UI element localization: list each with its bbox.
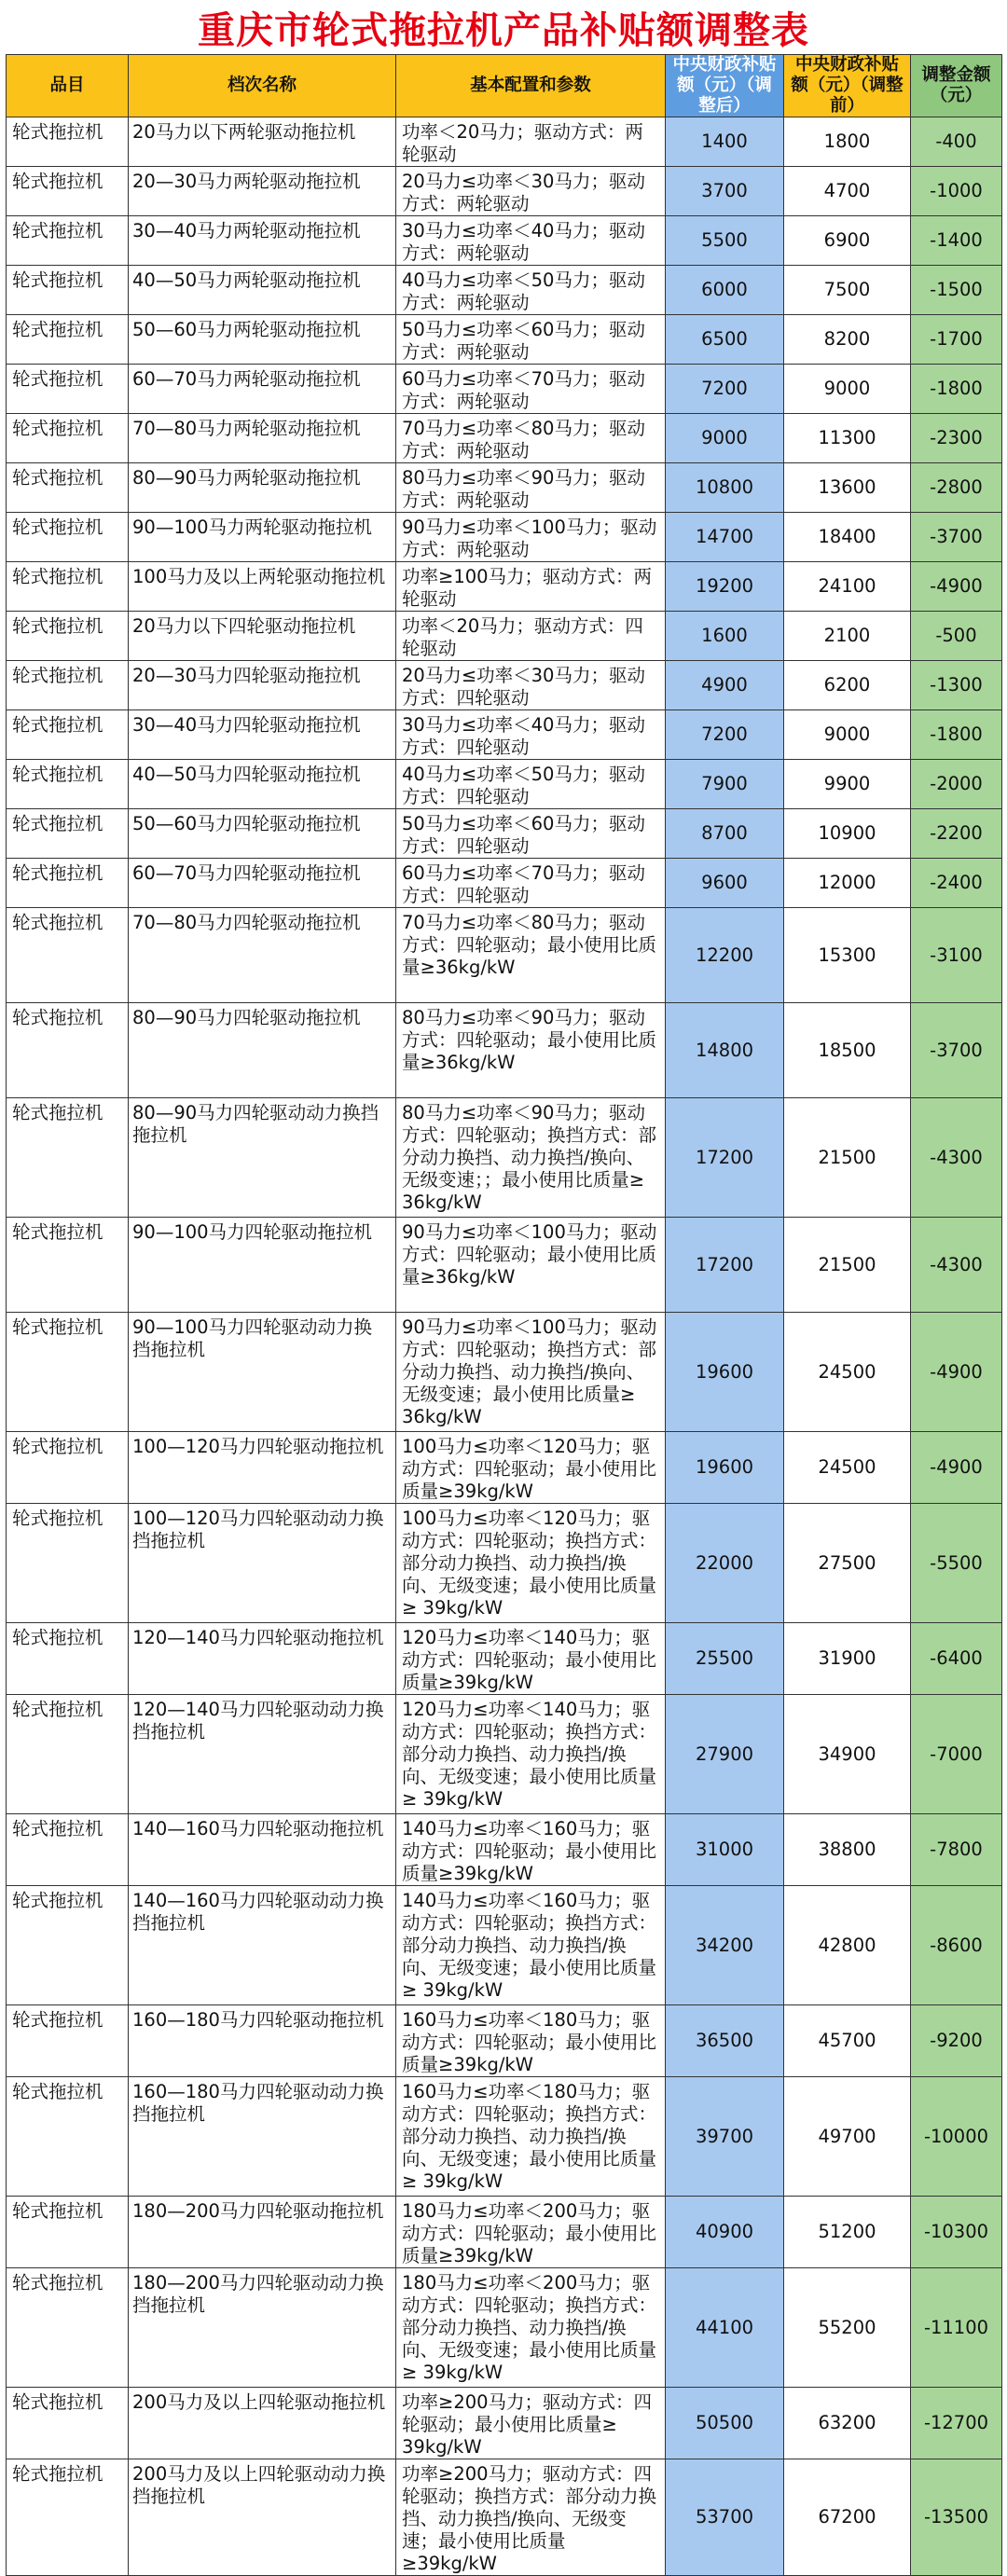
cell-category: 轮式拖拉机: [7, 809, 129, 859]
cell-category: 轮式拖拉机: [7, 612, 129, 661]
table-row: [7, 216, 1002, 266]
cell-params: 140马力≤功率＜160马力；驱动方式：四轮驱动；换挡方式：部分动力换挡、动力换挡/换向、无级变速；最小使用比质量≥ 39kg/kW: [396, 1886, 666, 2005]
cell-category: 轮式拖拉机: [7, 1814, 129, 1886]
cell-after: 12200: [666, 908, 784, 1003]
table-row: [7, 2005, 1002, 2077]
cell-params: 160马力≤功率＜180马力；驱动方式：四轮驱动；换挡方式：部分动力换挡、动力换挡/换向、无级变速；最小使用比质量≥ 39kg/kW: [396, 2077, 666, 2197]
cell-before: 55200: [784, 2268, 911, 2388]
cell-before: 9000: [784, 365, 911, 414]
cell-before: 51200: [784, 2197, 911, 2268]
cell-diff: -12700: [911, 2388, 1002, 2459]
cell-after: 5500: [666, 216, 784, 266]
cell-tier: 80—90马力四轮驱动拖拉机: [129, 1003, 396, 1098]
cell-before: 38800: [784, 1814, 911, 1886]
header-diff: 调整金额（元）: [911, 55, 1002, 117]
cell-tier: 100—120马力四轮驱动动力换挡拖拉机: [129, 1504, 396, 1623]
cell-after: 31000: [666, 1814, 784, 1886]
cell-params: 160马力≤功率＜180马力；驱动方式：四轮驱动；最小使用比质量≥39kg/kW: [396, 2005, 666, 2077]
cell-params: 90马力≤功率＜100马力；驱动方式：两轮驱动: [396, 513, 666, 562]
table-row: [7, 2388, 1002, 2459]
cell-category: 轮式拖拉机: [7, 513, 129, 562]
cell-diff: -2200: [911, 809, 1002, 859]
cell-category: 轮式拖拉机: [7, 117, 129, 167]
cell-params: 60马力≤功率＜70马力；驱动方式：两轮驱动: [396, 365, 666, 414]
table-row: [7, 463, 1002, 513]
cell-after: 17200: [666, 1098, 784, 1218]
cell-tier: 80—90马力两轮驱动拖拉机: [129, 463, 396, 513]
cell-before: 24500: [784, 1313, 911, 1432]
cell-category: 轮式拖拉机: [7, 463, 129, 513]
cell-params: 90马力≤功率＜100马力；驱动方式：四轮驱动；换挡方式：部分动力换挡、动力换挡/换向、无级变速；最小使用比质量≥ 36kg/kW: [396, 1313, 666, 1432]
table-row: [7, 2197, 1002, 2268]
table-row: [7, 167, 1002, 216]
cell-diff: -10300: [911, 2197, 1002, 2268]
cell-before: 9000: [784, 710, 911, 760]
cell-diff: -3700: [911, 513, 1002, 562]
cell-after: 9000: [666, 414, 784, 463]
table-row: [7, 315, 1002, 365]
cell-tier: 180—200马力四轮驱动拖拉机: [129, 2197, 396, 2268]
cell-before: 24500: [784, 1432, 911, 1504]
cell-tier: 60—70马力四轮驱动拖拉机: [129, 859, 396, 908]
cell-tier: 50—60马力四轮驱动拖拉机: [129, 809, 396, 859]
cell-after: 10800: [666, 463, 784, 513]
cell-after: 14700: [666, 513, 784, 562]
table-row: [7, 2077, 1002, 2197]
cell-after: 6500: [666, 315, 784, 365]
table-row: [7, 2459, 1002, 2576]
cell-params: 100马力≤功率＜120马力；驱动方式：四轮驱动；换挡方式：部分动力换挡、动力换挡/换向、无级变速；最小使用比质量≥ 39kg/kW: [396, 1504, 666, 1623]
cell-after: 36500: [666, 2005, 784, 2077]
cell-after: 22000: [666, 1504, 784, 1623]
cell-category: 轮式拖拉机: [7, 1003, 129, 1098]
table-row: [7, 859, 1002, 908]
cell-tier: 30—40马力两轮驱动拖拉机: [129, 216, 396, 266]
cell-category: 轮式拖拉机: [7, 661, 129, 710]
cell-after: 7200: [666, 365, 784, 414]
cell-diff: -1800: [911, 710, 1002, 760]
cell-category: 轮式拖拉机: [7, 760, 129, 809]
cell-category: 轮式拖拉机: [7, 2388, 129, 2459]
cell-diff: -6400: [911, 1623, 1002, 1695]
cell-params: 40马力≤功率＜50马力；驱动方式：两轮驱动: [396, 266, 666, 315]
cell-category: 轮式拖拉机: [7, 562, 129, 612]
header-before: 中央财政补贴额（元）（调整前）: [784, 55, 911, 117]
cell-after: 4900: [666, 661, 784, 710]
cell-category: 轮式拖拉机: [7, 908, 129, 1003]
cell-after: 3700: [666, 167, 784, 216]
cell-after: 39700: [666, 2077, 784, 2197]
cell-tier: 90—100马力两轮驱动拖拉机: [129, 513, 396, 562]
cell-before: 31900: [784, 1623, 911, 1695]
cell-before: 63200: [784, 2388, 911, 2459]
cell-tier: 70—80马力两轮驱动拖拉机: [129, 414, 396, 463]
cell-after: 7900: [666, 760, 784, 809]
cell-diff: -4300: [911, 1098, 1002, 1218]
cell-params: 功率＜20马力；驱动方式：两轮驱动: [396, 117, 666, 167]
table-row: [7, 1098, 1002, 1218]
cell-params: 120马力≤功率＜140马力；驱动方式：四轮驱动；换挡方式：部分动力换挡、动力换挡/换向、无级变速；最小使用比质量≥ 39kg/kW: [396, 1695, 666, 1814]
cell-before: 6200: [784, 661, 911, 710]
cell-tier: 120—140马力四轮驱动拖拉机: [129, 1623, 396, 1695]
header-after: 中央财政补贴额（元）（调整后）: [666, 55, 784, 117]
cell-category: 轮式拖拉机: [7, 2005, 129, 2077]
cell-category: 轮式拖拉机: [7, 1504, 129, 1623]
cell-category: 轮式拖拉机: [7, 365, 129, 414]
cell-tier: 180—200马力四轮驱动动力换挡拖拉机: [129, 2268, 396, 2388]
cell-params: 50马力≤功率＜60马力；驱动方式：两轮驱动: [396, 315, 666, 365]
cell-tier: 140—160马力四轮驱动动力换挡拖拉机: [129, 1886, 396, 2005]
cell-params: 功率≥200马力；驱动方式：四轮驱动；最小使用比质量≥ 39kg/kW: [396, 2388, 666, 2459]
table-row: [7, 1886, 1002, 2005]
table-body: [7, 117, 1002, 2576]
cell-diff: -4300: [911, 1218, 1002, 1313]
table-row: [7, 612, 1002, 661]
cell-category: 轮式拖拉机: [7, 1886, 129, 2005]
cell-diff: -2800: [911, 463, 1002, 513]
cell-params: 30马力≤功率＜40马力；驱动方式：四轮驱动: [396, 710, 666, 760]
cell-tier: 20—30马力两轮驱动拖拉机: [129, 167, 396, 216]
cell-before: 18500: [784, 1003, 911, 1098]
table-row: [7, 562, 1002, 612]
cell-diff: -4900: [911, 1432, 1002, 1504]
cell-tier: 70—80马力四轮驱动拖拉机: [129, 908, 396, 1003]
cell-before: 24100: [784, 562, 911, 612]
cell-diff: -7800: [911, 1814, 1002, 1886]
cell-before: 12000: [784, 859, 911, 908]
cell-category: 轮式拖拉机: [7, 1432, 129, 1504]
cell-after: 6000: [666, 266, 784, 315]
table-row: [7, 661, 1002, 710]
cell-params: 50马力≤功率＜60马力；驱动方式：四轮驱动: [396, 809, 666, 859]
cell-diff: -1400: [911, 216, 1002, 266]
cell-category: 轮式拖拉机: [7, 1623, 129, 1695]
table-row: [7, 760, 1002, 809]
cell-diff: -8600: [911, 1886, 1002, 2005]
cell-tier: 40—50马力四轮驱动拖拉机: [129, 760, 396, 809]
cell-before: 45700: [784, 2005, 911, 2077]
cell-diff: -3100: [911, 908, 1002, 1003]
cell-params: 60马力≤功率＜70马力；驱动方式：四轮驱动: [396, 859, 666, 908]
cell-before: 21500: [784, 1218, 911, 1313]
cell-after: 27900: [666, 1695, 784, 1814]
cell-before: 27500: [784, 1504, 911, 1623]
cell-before: 13600: [784, 463, 911, 513]
cell-before: 4700: [784, 167, 911, 216]
page-title: 重庆市轮式拖拉机产品补贴额调整表: [198, 8, 809, 52]
cell-tier: 100马力及以上两轮驱动拖拉机: [129, 562, 396, 612]
cell-before: 10900: [784, 809, 911, 859]
table-row: [7, 809, 1002, 859]
cell-category: 轮式拖拉机: [7, 2268, 129, 2388]
cell-tier: 20马力以下两轮驱动拖拉机: [129, 117, 396, 167]
cell-diff: -1000: [911, 167, 1002, 216]
cell-after: 44100: [666, 2268, 784, 2388]
table-row: [7, 1504, 1002, 1623]
cell-before: 7500: [784, 266, 911, 315]
cell-tier: 200马力及以上四轮驱动拖拉机: [129, 2388, 396, 2459]
table-row: [7, 710, 1002, 760]
cell-params: 90马力≤功率＜100马力；驱动方式：四轮驱动；最小使用比质量≥36kg/kW: [396, 1218, 666, 1313]
cell-before: 11300: [784, 414, 911, 463]
cell-params: 功率≥100马力；驱动方式：两轮驱动: [396, 562, 666, 612]
table-header: [7, 55, 1002, 117]
cell-params: 20马力≤功率＜30马力；驱动方式：四轮驱动: [396, 661, 666, 710]
cell-tier: 160—180马力四轮驱动动力换挡拖拉机: [129, 2077, 396, 2197]
cell-before: 2100: [784, 612, 911, 661]
cell-diff: -2000: [911, 760, 1002, 809]
cell-category: 轮式拖拉机: [7, 2197, 129, 2268]
cell-before: 1800: [784, 117, 911, 167]
cell-before: 67200: [784, 2459, 911, 2576]
table-row: [7, 1695, 1002, 1814]
cell-params: 80马力≤功率＜90马力；驱动方式：四轮驱动；换挡方式：部分动力换挡、动力换挡/换向、无级变速；；最小使用比质量≥ 36kg/kW: [396, 1098, 666, 1218]
cell-category: 轮式拖拉机: [7, 266, 129, 315]
cell-after: 1600: [666, 612, 784, 661]
cell-params: 100马力≤功率＜120马力；驱动方式：四轮驱动；最小使用比质量≥39kg/kW: [396, 1432, 666, 1504]
cell-params: 120马力≤功率＜140马力；驱动方式：四轮驱动；最小使用比质量≥39kg/kW: [396, 1623, 666, 1695]
cell-params: 20马力≤功率＜30马力；驱动方式：两轮驱动: [396, 167, 666, 216]
table-row: [7, 117, 1002, 167]
cell-before: 18400: [784, 513, 911, 562]
cell-params: 70马力≤功率＜80马力；驱动方式：四轮驱动；最小使用比质量≥36kg/kW: [396, 908, 666, 1003]
cell-tier: 90—100马力四轮驱动动力换挡拖拉机: [129, 1313, 396, 1432]
cell-diff: -10000: [911, 2077, 1002, 2197]
cell-after: 9600: [666, 859, 784, 908]
cell-category: 轮式拖拉机: [7, 315, 129, 365]
cell-tier: 30—40马力四轮驱动拖拉机: [129, 710, 396, 760]
cell-tier: 160—180马力四轮驱动拖拉机: [129, 2005, 396, 2077]
cell-tier: 90—100马力四轮驱动拖拉机: [129, 1218, 396, 1313]
cell-after: 40900: [666, 2197, 784, 2268]
table-row: [7, 908, 1002, 1003]
cell-after: 7200: [666, 710, 784, 760]
cell-diff: -1700: [911, 315, 1002, 365]
header-category: 品目: [7, 55, 129, 117]
table-row: [7, 1313, 1002, 1432]
table-row: [7, 1003, 1002, 1098]
cell-diff: -4900: [911, 562, 1002, 612]
cell-tier: 60—70马力两轮驱动拖拉机: [129, 365, 396, 414]
cell-tier: 120—140马力四轮驱动动力换挡拖拉机: [129, 1695, 396, 1814]
cell-category: 轮式拖拉机: [7, 216, 129, 266]
cell-category: 轮式拖拉机: [7, 167, 129, 216]
cell-params: 功率≥200马力；驱动方式：四轮驱动；换挡方式：部分动力换挡、动力换挡/换向、无级变速；最小使用比质量≥39kg/kW: [396, 2459, 666, 2576]
cell-after: 53700: [666, 2459, 784, 2576]
cell-diff: -5500: [911, 1504, 1002, 1623]
cell-tier: 20—30马力四轮驱动拖拉机: [129, 661, 396, 710]
cell-diff: -11100: [911, 2268, 1002, 2388]
table-row: [7, 414, 1002, 463]
cell-tier: 50—60马力两轮驱动拖拉机: [129, 315, 396, 365]
subsidy-table: [6, 54, 1002, 2576]
cell-params: 180马力≤功率＜200马力；驱动方式：四轮驱动；换挡方式：部分动力换挡、动力换挡/换向、无级变速；最小使用比质量≥ 39kg/kW: [396, 2268, 666, 2388]
cell-diff: -1500: [911, 266, 1002, 315]
cell-category: 轮式拖拉机: [7, 859, 129, 908]
cell-before: 8200: [784, 315, 911, 365]
cell-after: 8700: [666, 809, 784, 859]
cell-after: 17200: [666, 1218, 784, 1313]
cell-diff: -2400: [911, 859, 1002, 908]
cell-tier: 200马力及以上四轮驱动动力换挡拖拉机: [129, 2459, 396, 2576]
cell-params: 功率＜20马力；驱动方式：四轮驱动: [396, 612, 666, 661]
cell-before: 21500: [784, 1098, 911, 1218]
cell-after: 1400: [666, 117, 784, 167]
cell-diff: -1800: [911, 365, 1002, 414]
cell-before: 9900: [784, 760, 911, 809]
cell-category: 轮式拖拉机: [7, 2459, 129, 2576]
cell-after: 14800: [666, 1003, 784, 1098]
cell-params: 140马力≤功率＜160马力；驱动方式：四轮驱动；最小使用比质量≥39kg/kW: [396, 1814, 666, 1886]
cell-category: 轮式拖拉机: [7, 1695, 129, 1814]
cell-params: 180马力≤功率＜200马力；驱动方式：四轮驱动；最小使用比质量≥39kg/kW: [396, 2197, 666, 2268]
cell-after: 25500: [666, 1623, 784, 1695]
header-tier: 档次名称: [129, 55, 396, 117]
cell-after: 19200: [666, 562, 784, 612]
cell-tier: 40—50马力两轮驱动拖拉机: [129, 266, 396, 315]
cell-tier: 80—90马力四轮驱动动力换挡拖拉机: [129, 1098, 396, 1218]
table-row: [7, 2268, 1002, 2388]
cell-before: 6900: [784, 216, 911, 266]
cell-after: 19600: [666, 1432, 784, 1504]
cell-before: 49700: [784, 2077, 911, 2197]
cell-diff: -9200: [911, 2005, 1002, 2077]
cell-params: 80马力≤功率＜90马力；驱动方式：四轮驱动；最小使用比质量≥36kg/kW: [396, 1003, 666, 1098]
cell-diff: -400: [911, 117, 1002, 167]
table-row: [7, 1623, 1002, 1695]
cell-diff: -13500: [911, 2459, 1002, 2576]
cell-category: 轮式拖拉机: [7, 710, 129, 760]
cell-category: 轮式拖拉机: [7, 1313, 129, 1432]
cell-params: 80马力≤功率＜90马力；驱动方式：两轮驱动: [396, 463, 666, 513]
cell-params: 40马力≤功率＜50马力；驱动方式：四轮驱动: [396, 760, 666, 809]
cell-tier: 20马力以下四轮驱动拖拉机: [129, 612, 396, 661]
cell-category: 轮式拖拉机: [7, 414, 129, 463]
cell-before: 42800: [784, 1886, 911, 2005]
cell-category: 轮式拖拉机: [7, 1218, 129, 1313]
table-row: [7, 266, 1002, 315]
cell-diff: -2300: [911, 414, 1002, 463]
cell-diff: -1300: [911, 661, 1002, 710]
cell-tier: 140—160马力四轮驱动拖拉机: [129, 1814, 396, 1886]
cell-after: 34200: [666, 1886, 784, 2005]
table-row: [7, 1432, 1002, 1504]
table-row: [7, 1814, 1002, 1886]
cell-diff: -3700: [911, 1003, 1002, 1098]
cell-diff: -7000: [911, 1695, 1002, 1814]
header-row: [7, 55, 1002, 117]
cell-before: 15300: [784, 908, 911, 1003]
cell-params: 30马力≤功率＜40马力；驱动方式：两轮驱动: [396, 216, 666, 266]
cell-before: 34900: [784, 1695, 911, 1814]
table-row: [7, 513, 1002, 562]
cell-diff: -4900: [911, 1313, 1002, 1432]
cell-after: 19600: [666, 1313, 784, 1432]
table-row: [7, 1218, 1002, 1313]
cell-category: 轮式拖拉机: [7, 2077, 129, 2197]
cell-diff: -500: [911, 612, 1002, 661]
table-row: [7, 365, 1002, 414]
cell-tier: 100—120马力四轮驱动拖拉机: [129, 1432, 396, 1504]
cell-category: 轮式拖拉机: [7, 1098, 129, 1218]
cell-after: 50500: [666, 2388, 784, 2459]
header-params: 基本配置和参数: [396, 55, 666, 117]
cell-params: 70马力≤功率＜80马力；驱动方式：两轮驱动: [396, 414, 666, 463]
